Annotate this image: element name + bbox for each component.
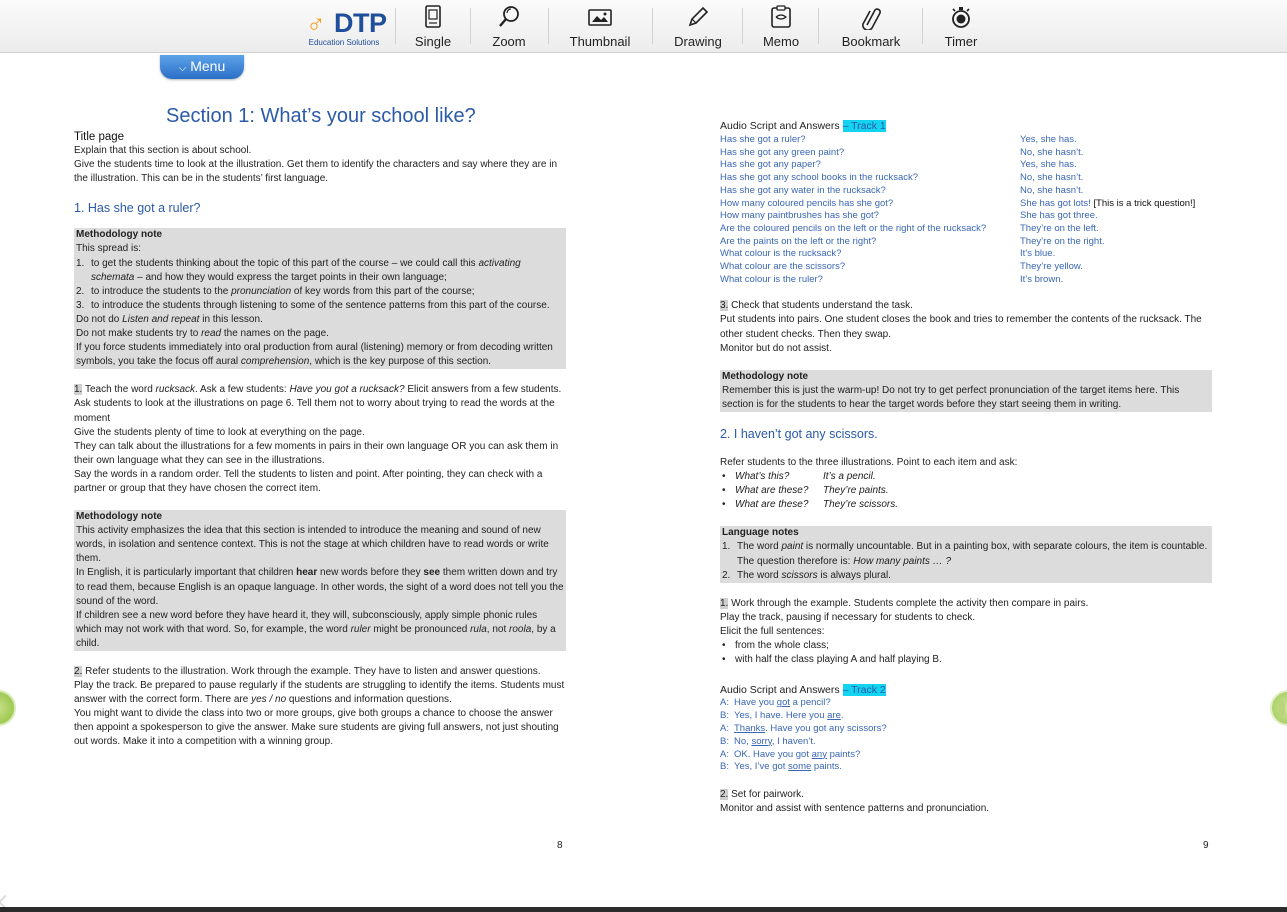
zoom-icon [496, 4, 522, 30]
title-page-heading: Title page [74, 131, 125, 143]
qa-row: Has she got any school books in the rucksack? No, she hasn’t. [720, 172, 1084, 184]
thumbnail-label: Thumbnail [569, 34, 631, 49]
methodology-note-2 [74, 510, 566, 651]
note-list-item: 3. to introduce the students through listening to some of the sentence patterns from this part of the course. [76, 299, 550, 311]
note-lead: This spread is: [76, 243, 142, 255]
qa-row: Has she got any green paint? No, she hasn’t. [720, 146, 1084, 158]
memo-label: Memo [762, 34, 800, 49]
note-paragraph: Remember this is just the warm-up! Do not try to get perfect pronunciation of the target items here. This section is for the students to hear the target words before they start seeing them in writing. [722, 384, 1180, 410]
step-1b-bullet: • with half the class playing A and half playing B. [720, 653, 1212, 667]
step-2-line: You might want to divide the class into two or more groups, give both groups a chance to choose the answer then appoint a spokesperson to give the answer. Make sure students are giving full answers, not just shouting out words. Make it into a competition with a winning group. [74, 708, 559, 748]
step-1b-text: 1. Work through the example. Students complete the activity then compare in pairs. [720, 597, 1089, 609]
note-heading: Methodology note [76, 229, 163, 241]
qa-row: Are the paints on the left or the right? They’re on the right. [720, 235, 1105, 247]
step-3-line: Put students into pairs. One student closes the book and tries to remember the contents of the rucksack. The other student checks. Then they swap. [720, 314, 1202, 340]
toolbar-divider [818, 8, 819, 44]
qa-row: How many paintbrushes has she got? She has got three. [720, 210, 1098, 222]
qa-row: Has she got a ruler? Yes, she has. [720, 134, 1077, 146]
right-page [720, 119, 1212, 816]
drawing-button[interactable] [668, 4, 728, 50]
thumbnail-icon [587, 4, 613, 30]
step-1-text: 1. Teach the word rucksack. Ask a few students: Have you got a rucksack? Elicit answers from a few students. [74, 384, 562, 396]
step-1b-bullet: • from the whole class; [720, 639, 1212, 653]
audio-script-heading-1: Audio Script and Answers – Track 1 [720, 120, 886, 132]
qa-row: How many coloured pencils has she got? She has got lots! [This is a trick question!] [720, 197, 1196, 209]
qa-row: What colour is the rucksack? It’s blue. [720, 248, 1056, 260]
top-toolbar [0, 0, 1287, 53]
pencil-icon [685, 4, 711, 30]
step-3-line: Monitor but do not assist. [720, 342, 832, 354]
qa-row: What colour is the ruler? It’s brown. [720, 273, 1064, 285]
note-heading: Methodology note [722, 370, 809, 382]
memo-icon [768, 4, 794, 30]
step-1-line: They can talk about the illustrations for a few moments in pairs in their own language OR you can ask them in their own language what they can see in the illustrations. [74, 440, 559, 466]
step-2b-text: 2. Set for pairwork. [720, 789, 804, 801]
thumbnail-button[interactable] [563, 4, 637, 50]
audio-script-table-1 [720, 133, 1212, 285]
example-bullet: • What are these? They’re scissors. [720, 498, 1212, 512]
dialogue-line: A: Thanks. Have you got any scissors? [720, 722, 887, 734]
single-button[interactable] [410, 4, 456, 50]
drawing-label: Drawing [674, 34, 722, 49]
paperclip-icon [858, 4, 884, 30]
note-line: Do not do Listen and repeat in this lesson. [76, 313, 263, 325]
left-page [74, 104, 566, 750]
section-title: Section 1: What’s your school like? [166, 105, 476, 127]
example-bullet: • What’s this? It’s a pencil. [720, 470, 1212, 484]
track-1-highlight: – Track 1 [842, 120, 886, 132]
bottom-bar [0, 907, 1287, 912]
chevron-down-icon: ⌵ [178, 63, 187, 74]
toolbar-divider [470, 8, 471, 44]
step-1-line: Ask students to look at the illustrations on page 6. Tell them not to worry about trying to read the words at the moment [74, 398, 555, 424]
step-2-text: 2. Refer students to the illustration. Work through the example. They have to listen and answer questions. [74, 666, 541, 677]
dialogue-line: B: No, sorry, I haven’t. [720, 735, 816, 747]
timer-button[interactable] [938, 4, 984, 50]
logo-figure-icon: ♂ [306, 8, 326, 38]
note-list-item: 1. to get the students thinking about the topic of this part of the course – we could call this activating schemata – and how they would express the target points in their own language; [76, 257, 521, 283]
methodology-note-3 [720, 370, 1212, 412]
bookmark-button[interactable] [836, 4, 906, 50]
qa-row: Are the coloured pencils on the left or the right of the rucksack? They’re on the left. [720, 222, 1099, 234]
qa-row: Has she got any paper? Yes, she has. [720, 159, 1077, 171]
logo-brand: DTP [334, 8, 387, 38]
qa-row: Has she got any water in the rucksack? No, she hasn’t. [720, 184, 1084, 196]
toolbar-divider [652, 8, 653, 44]
dialogue-line: A: Have you got a pencil? [720, 697, 831, 709]
page-number-left: 8 [557, 840, 563, 851]
audio-script-heading-2: Audio Script and Answers – Track 2 [720, 684, 886, 697]
sub-heading-scissors: 2. I haven’t got any scissors. [720, 427, 878, 441]
note-line: If you force students immediately into oral production from aural (listening) memory or from decoding written symbols, you take the focus off aural comprehension, which is the key purpose of this section. [76, 342, 553, 368]
step-2-line: Play the track. Be prepared to pause regularly if the students are struggling to identify the items. Students must answer with the correct form. There are yes / no questions and information questions. [74, 680, 565, 706]
menu-button[interactable] [160, 55, 244, 79]
note-list-item: 1. The word paint is normally uncountable. But in a painting box, with separate colours, the item is countable. The question therefore is: How many paints … ? [722, 541, 1208, 567]
track-2-highlight: – Track 2 [842, 684, 886, 697]
menu-label: Menu [190, 58, 226, 74]
step-1b-line: Elicit the full sentences: [720, 625, 825, 637]
note-list-item: 2. The word scissors is always plural. [722, 569, 891, 581]
step-3-text: 3. Check that students understand the task. [720, 300, 913, 312]
note-heading: Methodology note [76, 511, 163, 523]
step-2b-line: Monitor and assist with sentence patterns and pronunciation. [720, 803, 990, 815]
dialogue-line: A: OK. Have you got any paints? [720, 748, 861, 760]
step-1-line: Say the words in a random order. Tell the students to listen and point. After pointing, they can check with a partner or group that they have chosen the correct item. [74, 468, 543, 494]
toolbar-divider [922, 8, 923, 44]
toolbar-divider [742, 8, 743, 44]
sub-heading-ruler: 1. Has she got a ruler? [74, 201, 201, 216]
timer-label: Timer [944, 34, 978, 49]
memo-button[interactable] [758, 4, 804, 50]
refer-text: Refer students to the three illustrations. Point to each item and ask: [720, 457, 1018, 468]
bookmark-label: Bookmark [841, 34, 901, 49]
language-notes [720, 526, 1212, 582]
note-heading: Language notes [722, 527, 799, 539]
step-1-line: Give the students plenty of time to look at everything on the page. [74, 426, 365, 438]
methodology-note-1 [74, 228, 566, 369]
single-label: Single [414, 34, 452, 49]
dtp-logo[interactable] [302, 6, 387, 48]
zoom-label: Zoom [492, 34, 526, 49]
toolbar-divider [548, 8, 549, 44]
single-page-icon [420, 4, 446, 30]
dialogue-line: B: Yes, I’ve got some paints. [720, 761, 842, 773]
previous-page-button[interactable] [0, 690, 16, 726]
page-number-right: 9 [1203, 840, 1209, 851]
example-bullet: • What are these? They’re paints. [720, 484, 1212, 498]
logo-tagline: Education Solutions [308, 38, 380, 47]
step-1b-line: Play the track, pausing if necessary for students to check. [720, 611, 976, 623]
intro-line: Give the students time to look at the illustration. Get them to identify the characters and say where they are in the illustration. This can be in the students’ first language. [74, 159, 558, 185]
zoom-button[interactable] [486, 4, 532, 50]
stopwatch-icon [948, 4, 974, 30]
dialogue-line: B: Yes, I have. Here you are. [720, 710, 844, 722]
note-paragraph: In English, it is particularly important that children hear new words before they see them written down and try to read them, because English is an opaque language. In other words, the sight of a word does not tell you the sound of the word. [76, 567, 564, 607]
note-list-item: 2. to introduce the students to the pronunciation of key words from this part of the course; [76, 285, 475, 297]
qa-row: What colour are the scissors? They’re yellow. [720, 260, 1083, 272]
next-page-button[interactable] [1270, 690, 1287, 726]
toolbar-divider [395, 8, 396, 44]
note-paragraph: This activity emphasizes the idea that this section is intended to introduce the meaning and sound of new words, in isolation and sentence context. This is not the stage at which children have to read words or write them. [76, 525, 549, 565]
intro-line: Explain that this section is about school. [74, 145, 252, 157]
note-paragraph: If children see a new word before they have heard it, they will, subconsciously, apply simple phonic rules which may not work with that word. So, for example, the word ruler might be pronounced rula, not roola, by a child. [76, 609, 556, 649]
note-line: Do not make students try to read the names on the page. [76, 328, 329, 340]
